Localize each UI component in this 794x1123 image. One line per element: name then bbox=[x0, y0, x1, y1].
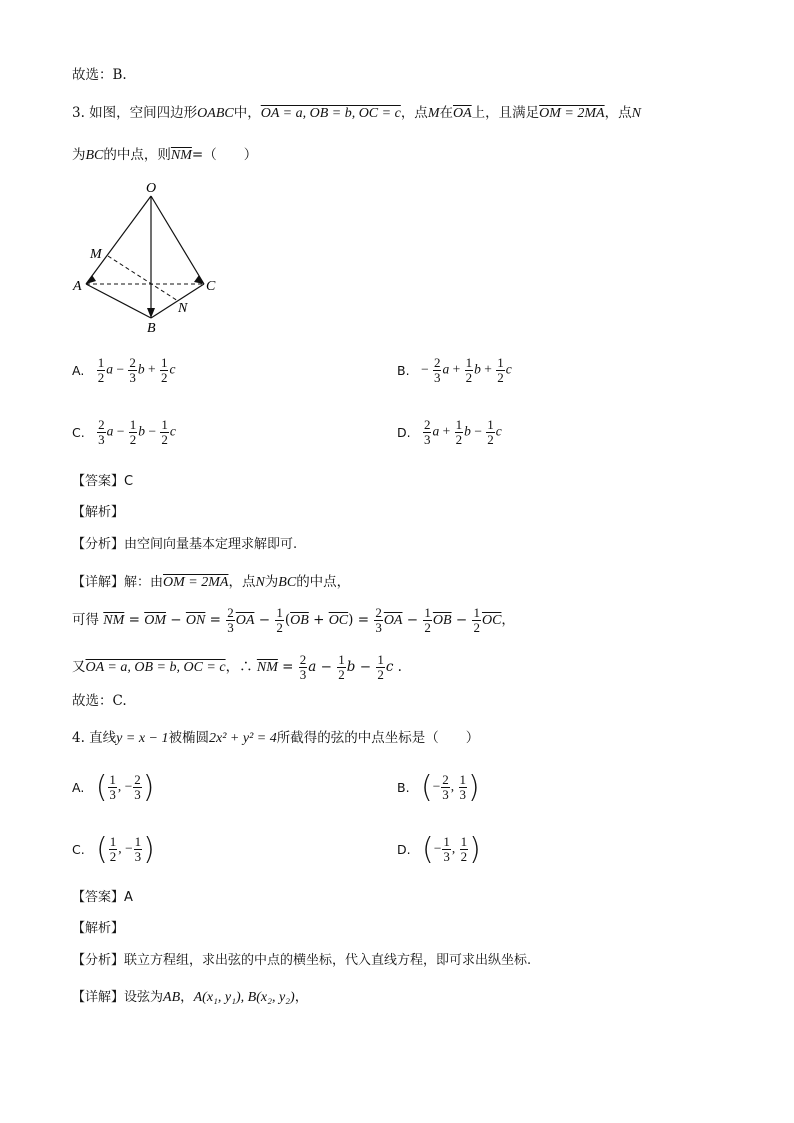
q4-option-b[interactable]: B. (− $\frac{2}{3}$ , $\frac{1}{3}$ ) bbox=[397, 770, 480, 805]
question-4: 4. 直线y = x − 1被椭圆2x² + y² = 4所截得的弦的中点坐标是（ ） bbox=[72, 730, 480, 746]
q3-option-a[interactable]: A. $\frac{1}{2}$ a − $\frac{2}{3}$ b + $\frac{1}{2}$ c bbox=[72, 355, 176, 385]
q3-option-b[interactable]: B. − $\frac{2}{3}$ a + $\frac{1}{2}$ b + $\frac{1}{2}$ c bbox=[397, 355, 512, 385]
detail-q3-line-2: 可得 $\overline{NM} = \overline{OM} - \overline{ON}$ = $\frac{2}{3}$ $\overline{OA}$ − $\frac{1}{2}$ $(\overline{OB} + \overline{OC})$ = $\frac{2}{3}$ $\overline{OA}$ − $\frac{1}{2}$ $\overline{OB}$ − $\frac{1}{2}$ $\overline{OC}$， bbox=[72, 605, 515, 635]
label-m: M bbox=[90, 247, 102, 262]
detail-q3-line-1: 【详解】解：由OM = 2MA，点N为BC的中点， bbox=[72, 574, 351, 590]
detail-q3-line-3: 又OA = a, OB = b, OC = c，∴ $\overline{NM}$ = $\frac{2}{3}$ a − $\frac{1}{2}$ b − $\frac{1}{2}$ c . bbox=[72, 652, 402, 682]
detail-q4: 【详解】设弦为AB，A(x₁, y₁), B(x₂, y₂)， bbox=[72, 989, 309, 1005]
conclusion-q3: 故选：C. bbox=[72, 693, 127, 709]
label-b: B bbox=[147, 321, 156, 336]
analysis-heading-q3: 【解析】 bbox=[72, 505, 125, 520]
label-o: O bbox=[146, 181, 157, 196]
analysis-heading-q4: 【解析】 bbox=[72, 921, 125, 936]
question-3-line-2: 为BC的中点，则$\overline{NM}=$（ ） bbox=[72, 147, 258, 163]
analysis-q4: 【分析】联立方程组，求出弦的中点的横坐标，代入直线方程，即可求出纵坐标. bbox=[72, 953, 532, 968]
q4-option-a[interactable]: A. ( $\frac{1}{3}$ , − $\frac{2}{3}$ ) bbox=[72, 770, 155, 805]
label-c: C bbox=[206, 279, 216, 294]
answer-q4: 【答案】A bbox=[72, 890, 133, 905]
q3-option-d[interactable]: D. $\frac{2}{3}$ a + $\frac{1}{2}$ b − $\frac{1}{2}$ c bbox=[397, 417, 502, 447]
prev-conclusion: 故选：B. bbox=[72, 67, 127, 83]
q3-option-c[interactable]: C. $\frac{2}{3}$ a − $\frac{1}{2}$ b − $\frac{1}{2}$ c bbox=[72, 417, 176, 447]
answer-q3: 【答案】C bbox=[72, 474, 134, 489]
question-3-line-1: 3. 如图，空间四边形OABC中，OA = a, OB = b, OC = c，点M在$\overline{OA}$上，且满足OM = 2MA，点N bbox=[72, 105, 641, 121]
label-n: N bbox=[178, 301, 188, 316]
analysis-q3: 【分析】由空间向量基本定理求解即可. bbox=[72, 537, 298, 552]
q4-option-d[interactable]: D. (− $\frac{1}{3}$ , $\frac{1}{2}$ ) bbox=[397, 832, 481, 867]
tetrahedron-figure bbox=[68, 178, 228, 338]
q4-option-c[interactable]: C. ( $\frac{1}{2}$ , − $\frac{1}{3}$ ) bbox=[72, 832, 155, 867]
label-a: A bbox=[73, 279, 82, 294]
